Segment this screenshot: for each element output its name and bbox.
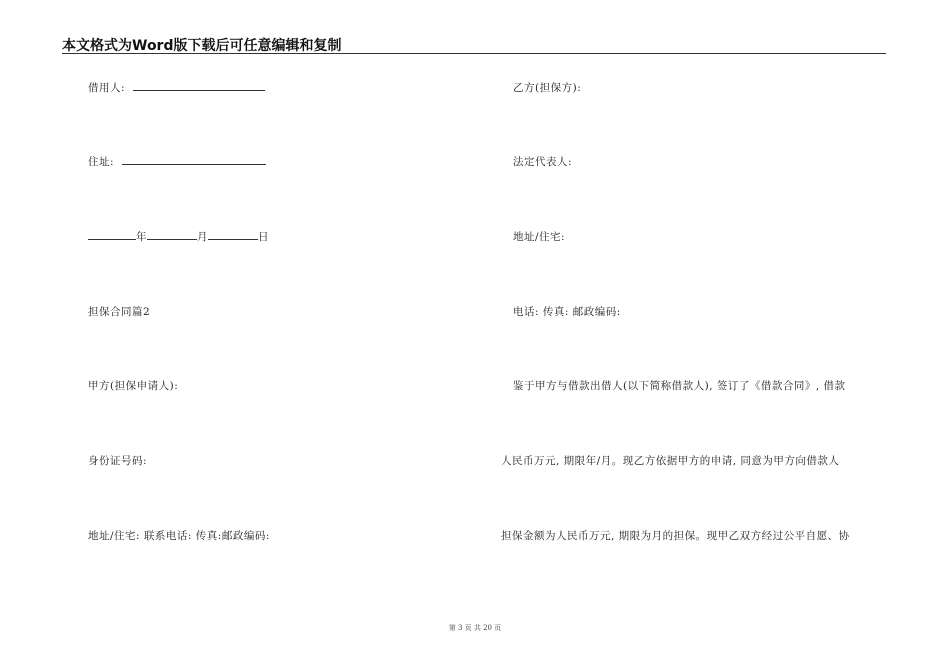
paragraph-line-2: 人民币万元, 期限年/月。现乙方依据甲方的申请, 同意为甲方向借款人 [501,455,840,467]
contact-label: 地址/住宅: 联系电话: 传真:邮政编码: [88,530,270,542]
day-label: 日 [258,231,269,243]
party-a-label: 甲方(担保申请人): [88,380,179,392]
borrower-row [88,80,265,95]
address-row [88,154,266,169]
year-label: 年 [136,231,147,243]
month-label: 月 [197,231,208,243]
document-header-title: 本文格式为Word版下载后可任意编辑和复制 [62,38,342,54]
date-row [88,229,269,244]
page-number: 第 3 页 共 20 页 [448,624,502,632]
address-label: 住址: [88,156,115,168]
year-blank [88,229,136,240]
address-blank [122,154,266,165]
party-b-phone-label: 电话: 传真: 邮政编码: [513,306,621,318]
party-b-label: 乙方(担保方): [513,82,582,94]
paragraph-line-1: 鉴于甲方与借款出借人(以下简称借款人), 签订了《借款合同》, 借款 [513,380,846,392]
legal-rep-label: 法定代表人: [513,156,573,168]
borrower-blank [133,80,265,91]
borrower-label: 借用人: [88,82,126,94]
paragraph-line-3: 担保金额为人民币万元, 期限为月的担保。现甲乙双方经过公平自愿、协 [501,530,850,542]
month-blank [147,229,197,240]
id-number-label: 身份证号码: [88,455,148,467]
header-divider [62,53,886,54]
section-title: 担保合同篇2 [88,306,151,318]
day-blank [208,229,258,240]
party-b-address-label: 地址/住宅: [513,231,566,243]
